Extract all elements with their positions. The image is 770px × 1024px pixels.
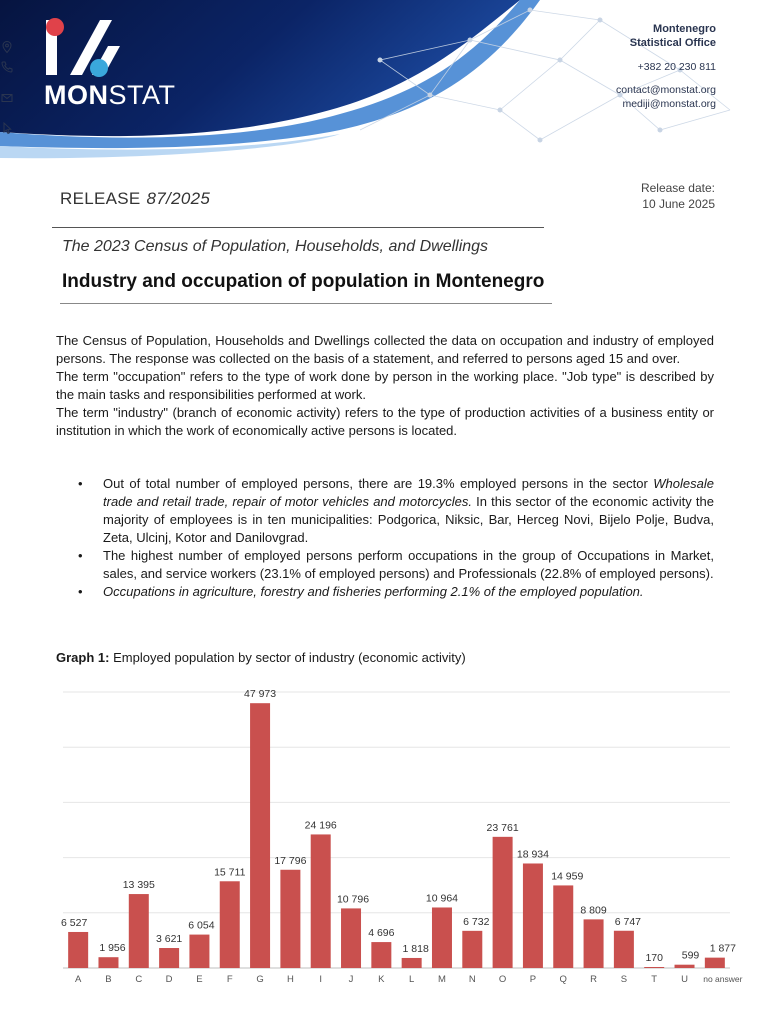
category-label: J: [348, 974, 354, 985]
highlights-list: [56, 475, 714, 601]
bar-b: [98, 957, 118, 968]
release-date: [641, 180, 715, 212]
bar-g: [250, 703, 270, 968]
bar-no-answer: [705, 958, 725, 968]
value-label: 13 395: [122, 879, 155, 892]
category-label: L: [409, 974, 415, 985]
bullet-text: Out of total number of employed persons, there are 19.3% employed persons in the sector: [103, 476, 648, 491]
bar-c: [129, 894, 149, 968]
bullet-text: The highest number of employed persons perform occupations in the group of Occupations in Market, sales, and service workers (23.1% of employed persons) and Professionals (22.8% of employed persons).: [103, 548, 714, 581]
bar-s: [614, 931, 634, 968]
graph-caption-text: Employed population by sector of industry (economic activity): [113, 650, 466, 665]
value-label: 24 196: [304, 819, 337, 832]
logo-light-text: STAT: [108, 80, 176, 110]
org-line-1: Montenegro: [653, 23, 716, 35]
category-label: K: [378, 974, 385, 985]
bar-l: [402, 958, 422, 968]
category-label: B: [105, 974, 112, 985]
bar-r: [584, 919, 604, 968]
email-media-link[interactable]: mediji@monstat.org: [622, 98, 716, 110]
value-label: 10 796: [336, 893, 370, 906]
bullet-icon: •: [78, 584, 83, 599]
category-label: C: [135, 974, 143, 985]
divider: [52, 227, 544, 228]
phone-icon: [0, 60, 14, 74]
organization-name: [630, 22, 716, 50]
bar-o: [493, 837, 513, 968]
location-pin-icon: [0, 40, 14, 54]
value-label: 3 621: [155, 933, 183, 946]
category-label: T: [651, 974, 658, 985]
release-date-label: Release date:: [640, 181, 715, 195]
bar-h: [280, 870, 300, 968]
bar-a: [68, 932, 88, 968]
category-label: U: [681, 974, 688, 985]
category-label: Q: [559, 974, 567, 985]
page-title: Industry and occupation of population in Montenegro: [62, 271, 545, 292]
value-label: 4 696: [368, 927, 395, 940]
bar-n: [462, 931, 482, 968]
bar-q: [553, 885, 573, 968]
value-label: 599: [681, 949, 700, 962]
intro-paragraph: The Census of Population, Households and Dwellings collected the data on occupation and industry of employed persons. The response was collected on the basis of a statement, and referred to persons aged 15 and over.: [56, 333, 714, 366]
intro-paragraph: The term "occupation" refers to the type of work done by person in the working place. "Job type" is described by the main tasks and responsibilities performed at work.: [56, 369, 714, 402]
category-label: H: [286, 974, 294, 985]
header-banner: [0, 0, 770, 175]
category-label: no answer: [703, 974, 743, 984]
org-line-2: Statistical Office: [629, 37, 716, 49]
value-label: 6 054: [188, 919, 215, 932]
list-item: [56, 475, 714, 547]
category-label: O: [498, 974, 507, 985]
bar-k: [371, 942, 391, 968]
category-label: I: [319, 974, 323, 985]
bullet-text: In this sector of the economic activity the majority of employees is in ten municipalities: Podgorica, Niksic, Bar, Herceg Novi, Bijelo Polje, Budva, Zeta, Ulcinj, Kotor and Danilovgrad.: [103, 494, 715, 545]
bar-m: [432, 907, 452, 968]
chart-bars: [68, 703, 725, 968]
category-label: N: [468, 974, 476, 985]
bullet-icon: •: [78, 548, 83, 563]
value-label: 6 527: [61, 916, 88, 929]
value-label: 6 732: [463, 915, 490, 928]
chart-value-labels: [61, 688, 736, 964]
bar-u: [675, 965, 695, 968]
value-label: 170: [645, 952, 663, 964]
envelope-icon: [0, 91, 14, 105]
cursor-icon: [0, 121, 14, 135]
bar-d: [159, 948, 179, 968]
category-label: M: [438, 974, 446, 985]
intro-text: [56, 332, 714, 440]
chart-category-labels: [75, 974, 743, 985]
bar-p: [523, 863, 543, 968]
value-label: 1 956: [99, 942, 126, 955]
value-label: 1 877: [709, 942, 736, 955]
census-title: The 2023 Census of Population, Households, and Dwellings: [62, 238, 489, 255]
category-label: G: [256, 974, 264, 985]
release-number-value: 87/2025: [146, 189, 211, 208]
bullet-italic-text: Occupations in agriculture, forestry and fisheries performing 2.1% of the employed population.: [103, 584, 644, 599]
value-label: 1 818: [402, 942, 429, 955]
list-item: [56, 547, 714, 583]
category-label: R: [590, 974, 598, 985]
bar-i: [311, 834, 331, 968]
logo-bold-text: MON: [44, 80, 109, 110]
bar-f: [220, 881, 240, 968]
value-label: 14 959: [551, 870, 584, 883]
category-label: S: [620, 974, 628, 985]
monstat-wordmark: [44, 80, 176, 111]
value-label: 47 973: [244, 688, 277, 701]
divider: [60, 303, 552, 304]
category-label: E: [196, 974, 203, 985]
bar-j: [341, 908, 361, 968]
value-label: 23 761: [486, 821, 519, 834]
email-addresses: [616, 83, 716, 111]
category-label: P: [529, 974, 537, 985]
value-label: 18 934: [516, 848, 549, 861]
email-contact-link[interactable]: contact@monstat.org: [616, 84, 716, 96]
bullet-icon: •: [78, 476, 83, 491]
intro-paragraph: The term "industry" (branch of economic activity) refers to the type of production activities of a business entity or institution in which the work of economically active persons is located.: [56, 405, 714, 438]
industry-bar-chart: [0, 680, 770, 990]
release-number: [60, 189, 210, 209]
graph-caption-label: Graph 1:: [56, 650, 110, 665]
value-label: 6 747: [614, 915, 642, 928]
category-label: A: [74, 974, 82, 985]
phone-number[interactable]: +382 20 230 811: [637, 61, 716, 73]
list-item: [56, 583, 714, 601]
release-date-value: 10 June 2025: [642, 197, 715, 211]
bar-t: [644, 967, 664, 968]
value-label: 17 796: [274, 854, 307, 867]
value-label: 8 809: [580, 904, 607, 917]
value-label: 10 964: [425, 892, 459, 905]
category-label: D: [165, 974, 173, 985]
graph-caption: [56, 650, 466, 665]
value-label: 15 711: [214, 866, 246, 879]
bar-e: [189, 935, 209, 968]
bullet-italic-text: Wholesale trade and retail trade, repair of motor vehicles and motorcycles.: [103, 476, 714, 509]
category-label: F: [226, 974, 233, 985]
release-label: RELEASE: [60, 189, 141, 208]
